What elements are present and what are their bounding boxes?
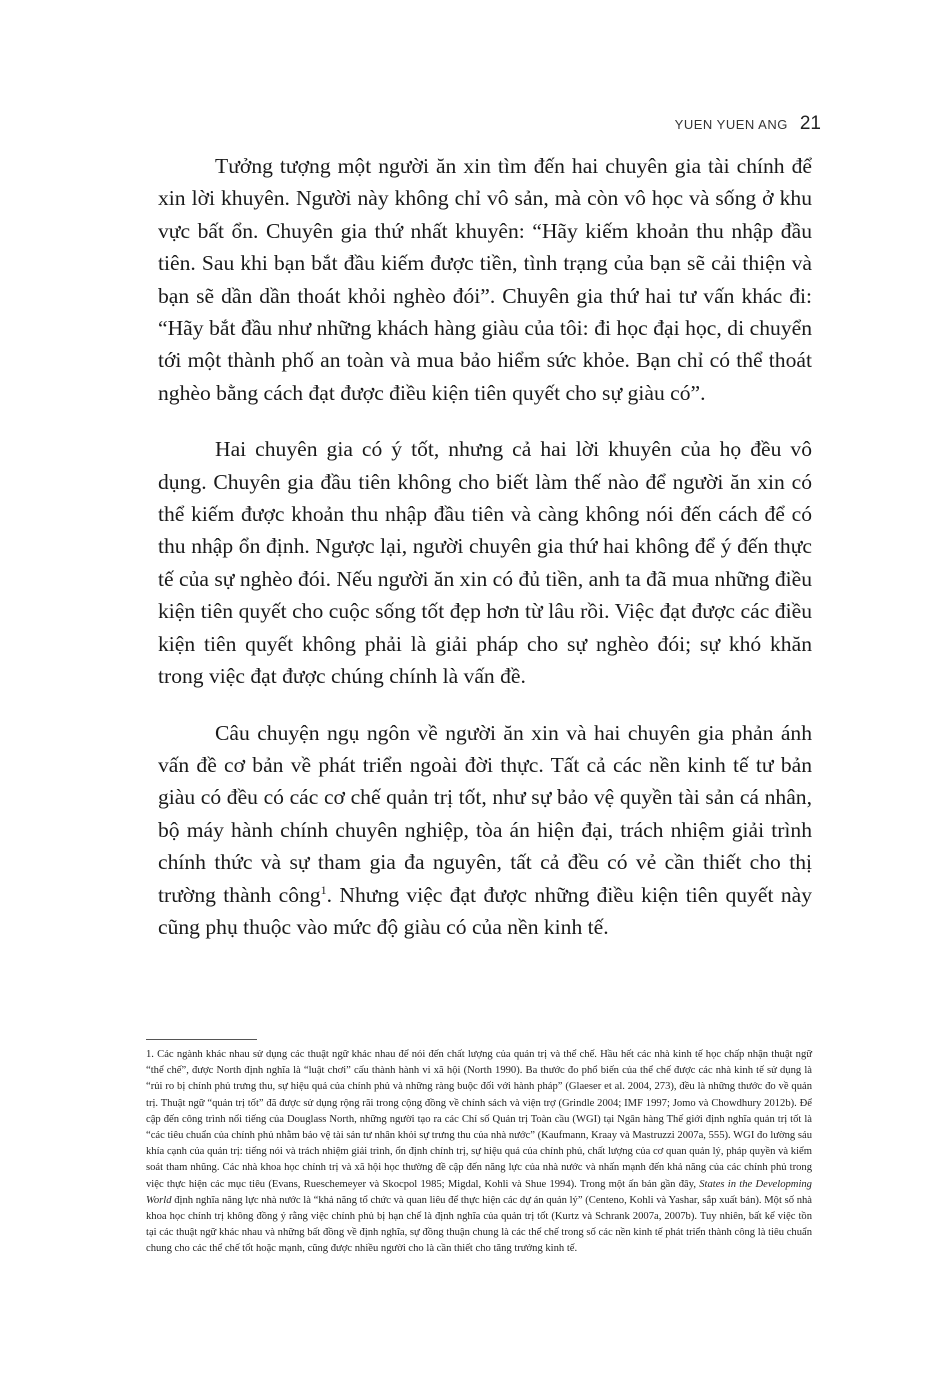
page-number: 21 [799,113,821,134]
body-text [158,150,812,967]
paragraph-3-text-b: . Nhưng việc đạt được những điều kiện tiên quyết này cũng phụ thuộc vào mức độ giàu có của nền kinh tế. [158,882,812,939]
paragraph-3 [158,717,812,944]
footnote-divider [146,1039,257,1040]
footnote-book-title: States in the Developming World [146,1178,812,1206]
running-header [675,113,821,135]
paragraph-2: Hai chuyên gia có ý tốt, nhưng cả hai lời khuyên của họ đều vô dụng. Chuyên gia đầu tiên không cho biết làm thế nào để người ăn xin có thể kiếm được khoản thu nhập đầu tiên và càng không nói đến cách để có thu nhập ổn định. Ngược lại, người chuyên gia thứ hai không để ý đến thực tế của sự nghèo đói. Nếu người ăn xin có đủ tiền, anh ta đã mua những điều kiện tiên quyết cho cuộc sống tốt đẹp hơn từ lâu rồi. Việc đạt được các điều kiện tiên quyết không phải là giải pháp cho sự nghèo đói; sự khó khăn trong việc đạt được chúng chính là vấn đề. [158,437,813,689]
footnote-text-b: định nghĩa năng lực nhà nước là “khả năng tổ chức và quan liêu để thực hiện các dự án quản lý” (Centeno, Kohli và Yashar, sắp xuất bản). Một số nhà khoa học chính trị không đồng ý rằng việc chính phủ bị hạn chế là định nghĩa của quản trị tốt (Kurtz và Schrank 2007a, 2007b). Tuy nhiên, bất kể việc tồn tại các thuật ngữ khác nhau và những bất đồng về định nghĩa, sự đồng thuận chung là các thể chế trong số các nền kinh tế phát triển thành công là tiêu chuẩn chung cho các thể chế tốt hoặc mạnh, cũng được nhiều người cho là cần thiết cho tăng trưởng kinh tế. [146,1194,812,1255]
footnote [146,1047,812,1258]
footnote-text-a: 1. Các ngành khác nhau sử dụng các thuật ngữ khác nhau để nói đến chất lượng của quản trị và thể chế. Hầu hết các nhà kinh tế học chấp nhận thuật ngữ “thể chế”, được North định nghĩa là “luật chơi” cấu thành hành vi xã hội (North 1990). Ba thước đo phổ biến của thể chế được các nhà kinh tế sử dụng là “rủi ro bị chính phủ trưng thu, sự hiệu quả của chính phủ và những ràng buộc đối với hành pháp” (Glaeser et al. 2004, 273), đều là những thước đo về quản trị. Thuật ngữ “quản trị tốt” đã được sử dụng rộng rãi trong cộng đồng về chính sách và viện trợ (Grindle 2004; IMF 1997; Jomo và Chowdhury 2012b). Để cập đến công trình nổi tiếng của Douglass North, những người tạo ra các Chỉ số Quản trị Toàn cầu (WGI) tại Ngân hàng Thế giới định nghĩa quản trị tốt là “các tiêu chuẩn của chính phủ nhằm bảo vệ tài sản tư nhân khỏi sự trưng thu của nhà nước” (Kaufmann, Kraay và Mastruzzi 2007a, 555). WGI đo lường sáu khía cạnh của quản trị: tiếng nói và trách nhiệm giải trình, ổn định chính trị, sự hiệu quả của chính phủ, chất lượng của cơ quan quản lý, pháp quyền và kiểm soát tham nhũng. Các nhà khoa học chính trị và xã hội học thường đề cập đến năng lực của nhà nước và nhấn mạnh đến khả năng của các chính phủ trong việc thực hiện các mục tiêu (Evans, Rueschemeyer và Skocpol 1985; Migdal, Kohli và Shue 1994). Trong một ấn bản gần đây, [146,1049,812,1190]
footnote-reference[interactable]: 1 [320,882,327,897]
running-header-author: YUEN YUEN ANG [674,117,788,132]
paragraph-3-text-a: Câu chuyện ngụ ngôn về người ăn xin và hai chuyên gia phản ánh vấn đề cơ bản về phát triển ngoài đời thực. Tất cả các nền kinh tế tư bản giàu có đều có các cơ chế quản trị tốt, như sự bảo vệ quyền tài sản cá nhân, bộ máy hành chính chuyên nghiệp, tòa án hiện đại, trách nhiệm giải trình chính thức và sự tham gia đa nguyên, tất cả đều có vẻ cần thiết cho thị trường thành công [158,720,812,907]
paragraph-1: Tưởng tượng một người ăn xin tìm đến hai chuyên gia tài chính để xin lời khuyên. Người này không chỉ vô sản, mà còn vô học và sống ở khu vực bất ổn. Chuyên gia thứ nhất khuyên: “Hãy kiếm khoản thu nhập đầu tiên. Sau khi bạn bắt đầu kiếm được tiền, tình trạng của bạn sẽ cải thiện và bạn sẽ dần dần thoát khỏi nghèo đói”. Chuyên gia thứ hai tư vấn khác đi: “Hãy bắt đầu như những khách hàng giàu của tôi: đi học đại học, di chuyển tới một thành phố an toàn và mua bảo hiểm sức khỏe. Bạn chỉ có thể thoát nghèo bằng cách đạt được điều kiện tiên quyết cho sự giàu có”. [158,154,812,405]
